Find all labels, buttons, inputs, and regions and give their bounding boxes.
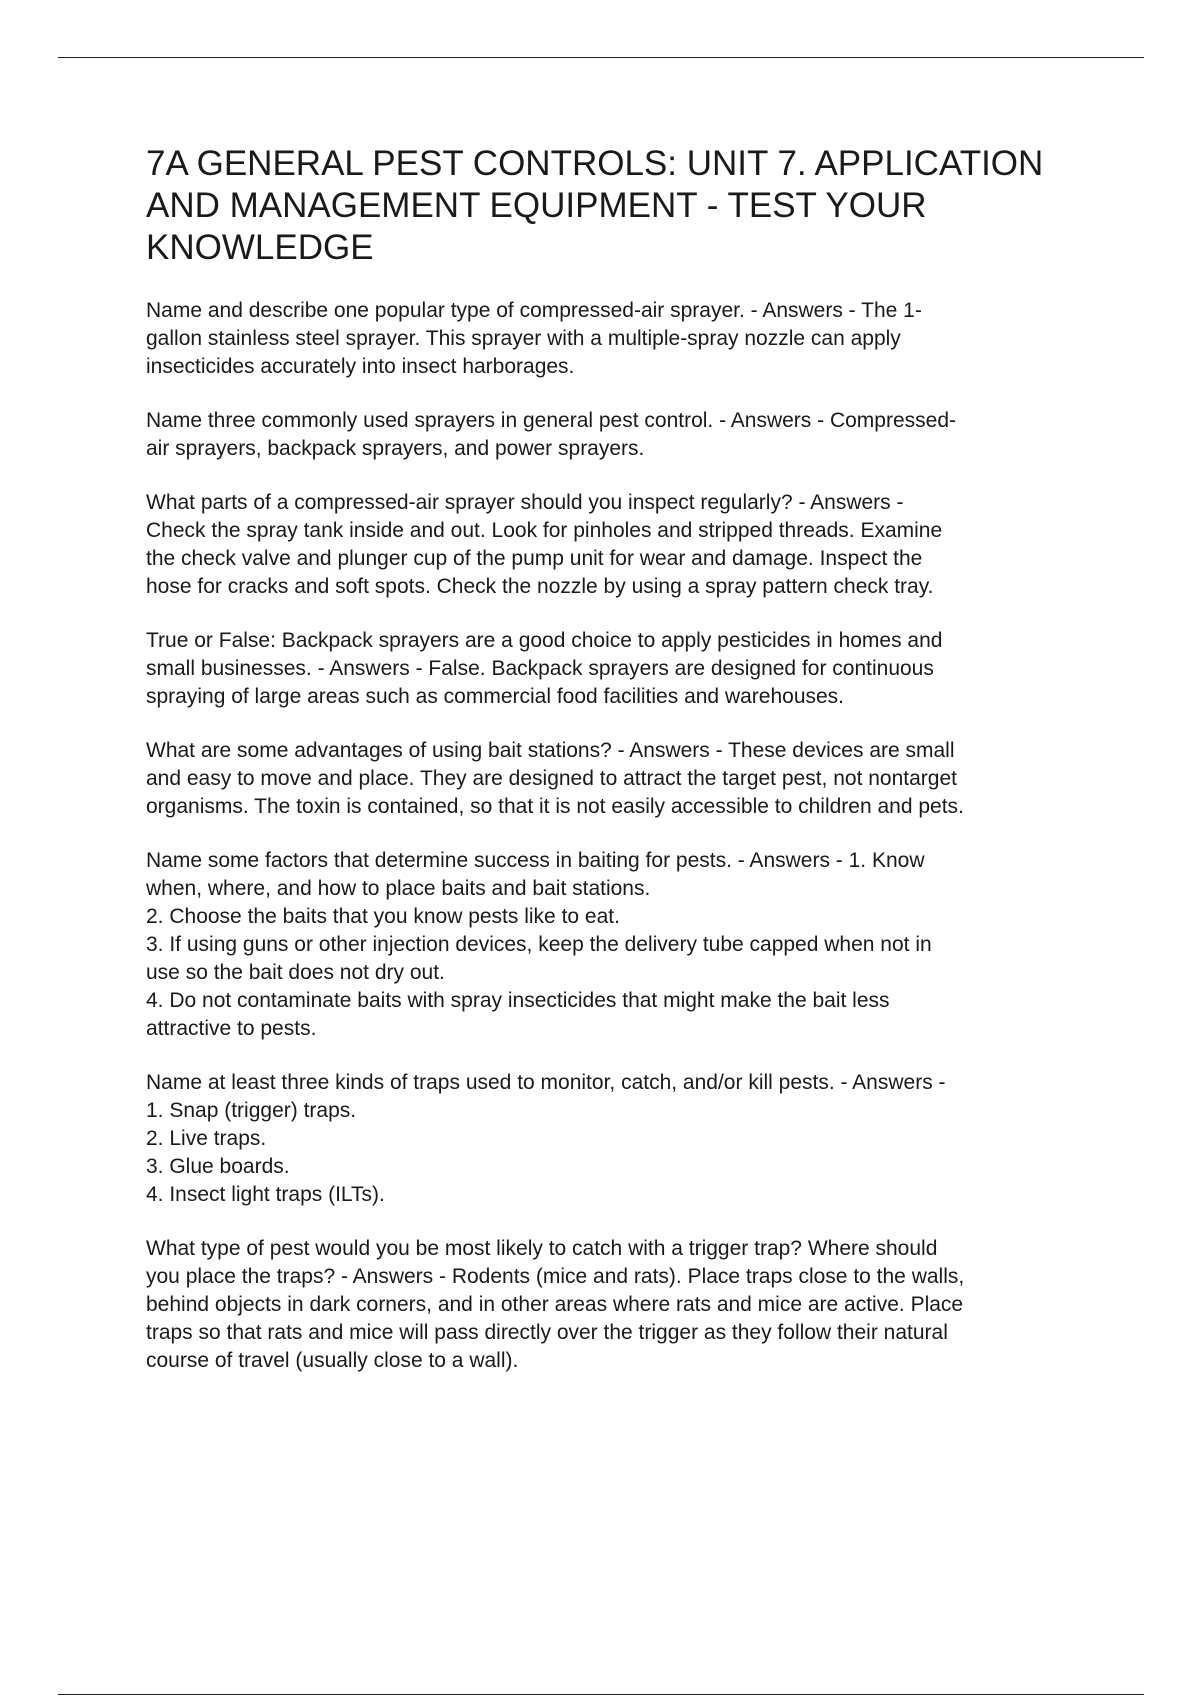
- text-line: gallon stainless steel sprayer. This sprayer with a multiple-spray nozzle can apply: [146, 327, 901, 350]
- title-line: AND MANAGEMENT EQUIPMENT - TEST YOUR: [146, 186, 927, 225]
- text-line: 4. Insect light traps (ILTs).: [146, 1183, 385, 1206]
- title-line: 7A GENERAL PEST CONTROLS: UNIT 7. APPLICATION: [146, 144, 1044, 183]
- text-line: Name three commonly used sprayers in general pest control. - Answers - Compressed-: [146, 409, 956, 432]
- document-title: [146, 143, 1106, 269]
- text-line: the check valve and plunger cup of the pump unit for wear and damage. Inspect the: [146, 547, 923, 570]
- text-line: air sprayers, backpack sprayers, and power sprayers.: [146, 437, 645, 460]
- text-line: Name and describe one popular type of compressed-air sprayer. - Answers - The 1-: [146, 299, 922, 322]
- text-line: behind objects in dark corners, and in other areas where rats and mice are active. Place: [146, 1293, 964, 1316]
- text-line: when, where, and how to place baits and bait stations.: [146, 877, 651, 900]
- text-line: traps so that rats and mice will pass directly over the trigger as they follow their natural: [146, 1321, 948, 1344]
- text-line: 2. Live traps.: [146, 1127, 267, 1150]
- text-line: Name at least three kinds of traps used to monitor, catch, and/or kill pests. - Answers -: [146, 1071, 946, 1094]
- text-line: Name some factors that determine success in baiting for pests. - Answers - 1. Know: [146, 849, 925, 872]
- text-line: you place the traps? - Answers - Rodents (mice and rats). Place traps close to the walls,: [146, 1265, 965, 1288]
- text-line: organisms. The toxin is contained, so that it is not easily accessible to children and pets.: [146, 795, 964, 818]
- bottom-divider: [58, 1694, 1144, 1695]
- qa-trigger-trap: [146, 1235, 1106, 1375]
- text-line: True or False: Backpack sprayers are a good choice to apply pesticides in homes and: [146, 629, 943, 652]
- text-line: attractive to pests.: [146, 1017, 317, 1040]
- top-divider: [58, 57, 1144, 58]
- qa-sprayer-inspection: [146, 489, 1106, 601]
- text-line: and easy to move and place. They are designed to attract the target pest, not nontarget: [146, 767, 957, 790]
- document-body: [146, 143, 1106, 1401]
- text-line: 3. Glue boards.: [146, 1155, 290, 1178]
- text-line: insecticides accurately into insect harborages.: [146, 355, 575, 378]
- text-line: 2. Choose the baits that you know pests like to eat.: [146, 905, 620, 928]
- text-line: spraying of large areas such as commercial food facilities and warehouses.: [146, 685, 845, 708]
- text-line: 1. Snap (trigger) traps.: [146, 1099, 357, 1122]
- text-line: hose for cracks and soft spots. Check the nozzle by using a spray pattern check tray.: [146, 575, 934, 598]
- text-line: 4. Do not contaminate baits with spray insecticides that might make the bait less: [146, 989, 890, 1012]
- text-line: Check the spray tank inside and out. Look for pinholes and stripped threads. Examine: [146, 519, 943, 542]
- text-line: What are some advantages of using bait stations? - Answers - These devices are small: [146, 739, 955, 762]
- qa-bait-stations: [146, 737, 1106, 821]
- qa-trap-kinds: [146, 1069, 1106, 1209]
- text-line: small businesses. - Answers - False. Backpack sprayers are designed for continuous: [146, 657, 934, 680]
- qa-backpack-sprayers: [146, 627, 1106, 711]
- text-line: What parts of a compressed-air sprayer should you inspect regularly? - Answers -: [146, 491, 904, 514]
- title-line: KNOWLEDGE: [146, 228, 374, 267]
- text-line: use so the bait does not dry out.: [146, 961, 445, 984]
- qa-baiting-factors: [146, 847, 1106, 1043]
- qa-sprayer-type: [146, 297, 1106, 381]
- qa-common-sprayers: [146, 407, 1106, 463]
- text-line: 3. If using guns or other injection devices, keep the delivery tube capped when not in: [146, 933, 932, 956]
- text-line: course of travel (usually close to a wall).: [146, 1349, 519, 1372]
- text-line: What type of pest would you be most likely to catch with a trigger trap? Where should: [146, 1237, 938, 1260]
